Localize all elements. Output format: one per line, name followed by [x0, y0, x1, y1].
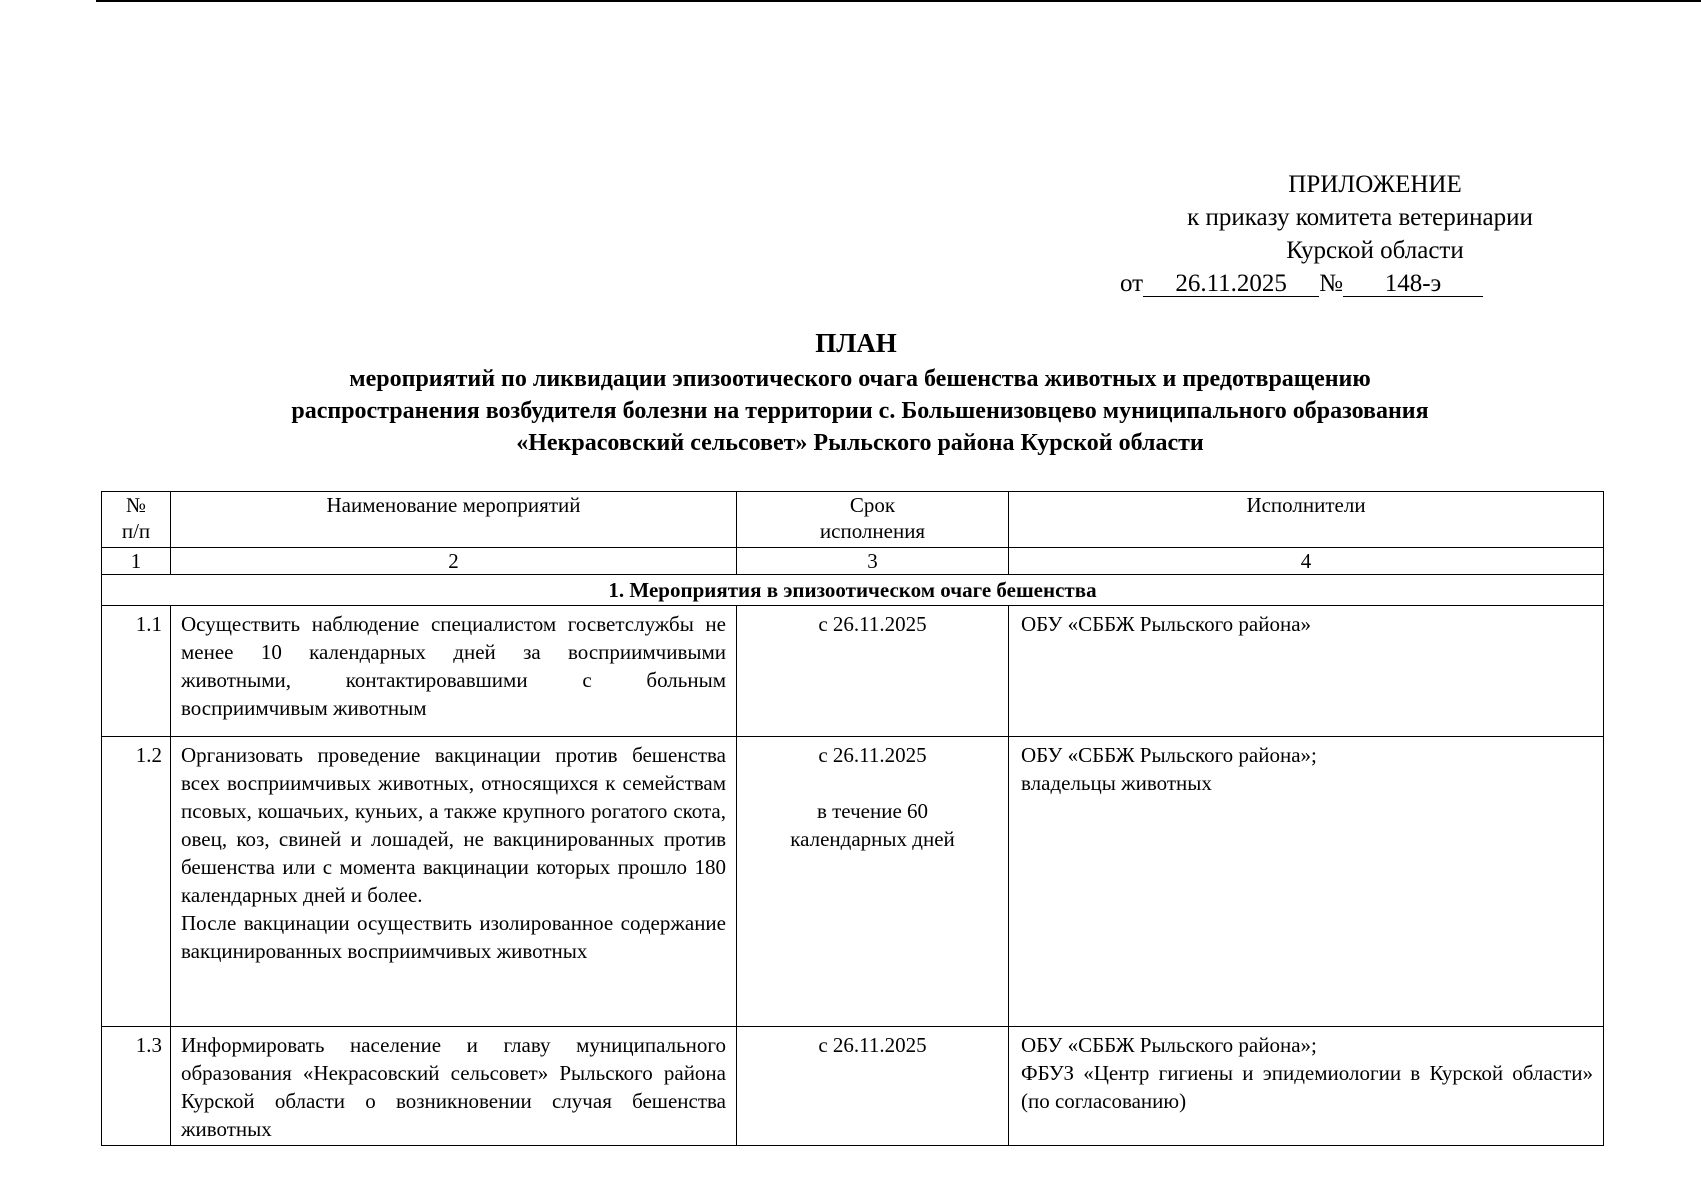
executor-line-2: ФБУЗ «Центр гигиены и эпидемиологии в Курской области» (по согласованию) [1021, 1061, 1593, 1113]
header-num [102, 492, 171, 548]
header-name: Наименование мероприятий [171, 492, 737, 548]
term-spacer [741, 769, 1004, 797]
term-line-1: с 26.11.2025 [818, 743, 927, 767]
term-line-3: календарных дней [790, 827, 955, 851]
index-cell: 4 [1009, 548, 1604, 575]
section-title: 1. Мероприятия в эпизоотическом очаге бешенства [102, 575, 1604, 606]
appendix-region: Курской области [1286, 237, 1464, 264]
executor-line-2: владельцы животных [1021, 771, 1212, 795]
index-cell: 3 [737, 548, 1009, 575]
appendix-date-number [1100, 267, 1620, 300]
row-term: с 26.11.2025 [737, 606, 1009, 737]
term-line-2: в течение 60 [816, 799, 929, 823]
table-header-row [102, 492, 1604, 548]
appendix-block [1100, 168, 1620, 300]
order-number: 148-э [1343, 271, 1483, 297]
appendix-title: ПРИЛОЖЕНИЕ [1288, 171, 1462, 198]
executor-line-1: ОБУ «СББЖ Рыльского района»; [1021, 1033, 1317, 1057]
row-measure [171, 737, 737, 1027]
index-cell: 1 [102, 548, 171, 575]
index-cell: 2 [171, 548, 737, 575]
row-number: 1.2 [102, 737, 171, 1027]
subtitle-line-2: распространения возбудителя болезни на территории с. Большенизовцево муниципального образования [291, 398, 1429, 424]
order-date: 26.11.2025 [1143, 271, 1319, 297]
table-row [102, 737, 1604, 1027]
row-number: 1.1 [102, 606, 171, 737]
measure-paragraph-2: После вакцинации осуществить изолированное содержание вакцинированных восприимчивых животных [181, 911, 726, 963]
row-measure: Информировать население и главу муниципального образования «Некрасовский сельсовет» Рыльского района Курской области о возникновении случая бешенства животных [171, 1027, 737, 1146]
row-term [737, 737, 1009, 1027]
header-term-line-1: Срок [849, 493, 896, 517]
header-num-line-2: п/п [121, 519, 151, 543]
measure-paragraph-1: Организовать проведение вакцинации против бешенства всех восприимчивых животных, относящихся к семействам псовых, кошачьих, куньих, а также крупного рогатого скота, овец, коз, свиней и лошадей, не вакцинированных против бешенства или с момента вакцинации которых прошло 180 календарных дней и более. [181, 743, 726, 907]
row-term: с 26.11.2025 [737, 1027, 1009, 1146]
table-row [102, 606, 1604, 737]
plan-table [101, 491, 1604, 1146]
row-measure: Осуществить наблюдение специалистом госветслужбы не менее 10 календарных дней за восприимчивыми животными, контактировавшими с больным восприимчивым животным [171, 606, 737, 737]
row-executors [1009, 737, 1604, 1027]
executor-line-1: ОБУ «СББЖ Рыльского района»; [1021, 743, 1317, 767]
header-term-line-2: исполнения [819, 519, 926, 543]
date-prefix: от [1120, 270, 1144, 297]
row-executors [1009, 1027, 1604, 1146]
subtitle-line-1: мероприятий по ликвидации эпизоотического очага бешенства животных и предотвращению [349, 366, 1371, 392]
number-label: № [1319, 270, 1343, 297]
header-executors: Исполнители [1009, 492, 1604, 548]
table-index-row [102, 548, 1604, 575]
section-row [102, 575, 1604, 606]
header-num-line-1: № [125, 493, 147, 517]
row-executors: ОБУ «СББЖ Рыльского района» [1009, 606, 1604, 737]
plan-title: ПЛАН [815, 328, 897, 358]
row-number: 1.3 [102, 1027, 171, 1146]
appendix-order-ref: к приказу комитета ветеринарии [1187, 204, 1533, 231]
table-row [102, 1027, 1604, 1146]
plan-subtitle [110, 363, 1610, 459]
header-term [737, 492, 1009, 548]
subtitle-line-3: «Некрасовский сельсовет» Рыльского района Курской области [516, 430, 1204, 456]
top-border-line [96, 0, 1701, 2]
